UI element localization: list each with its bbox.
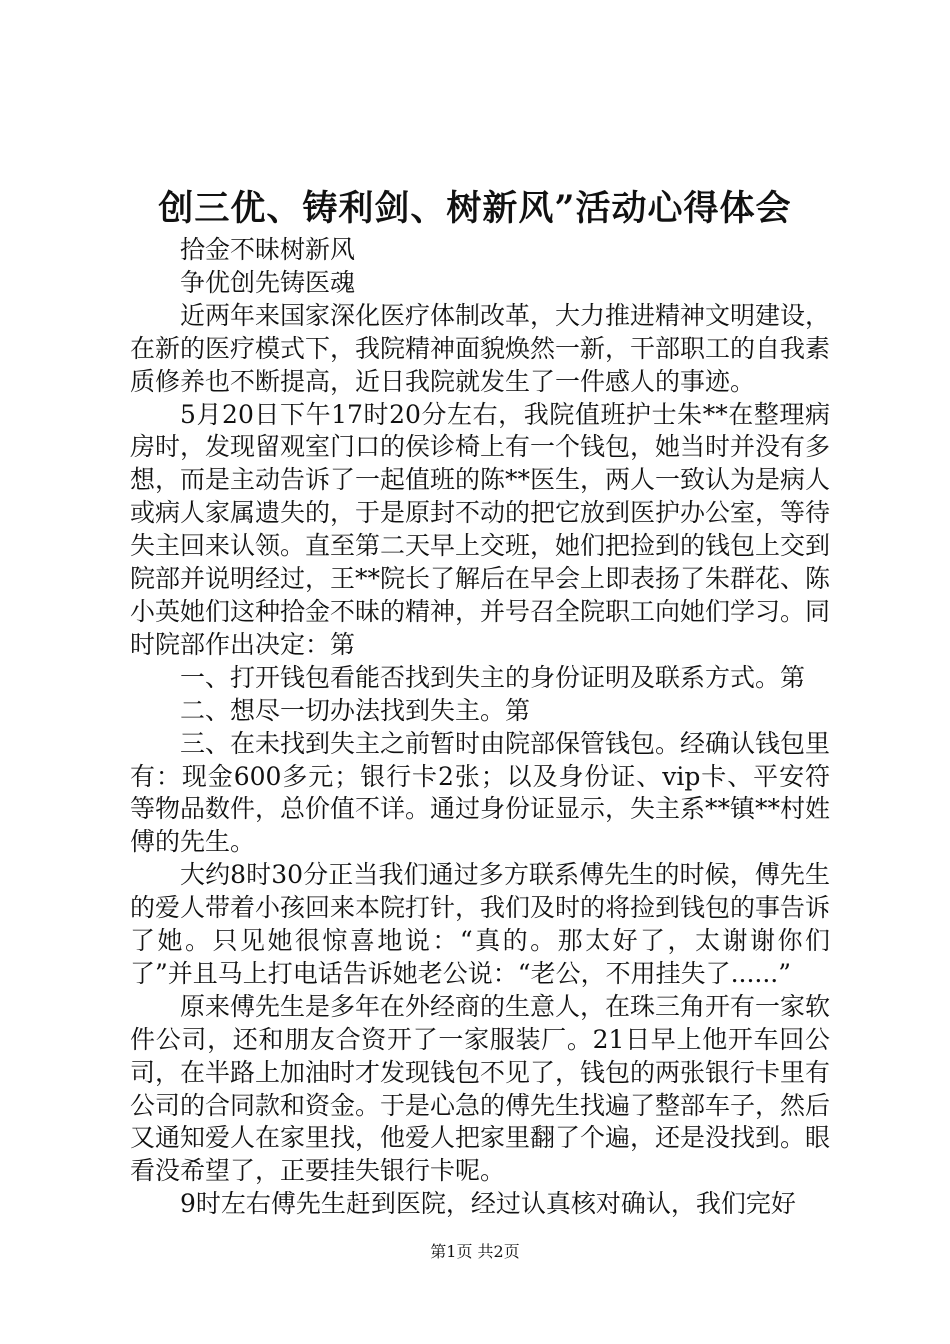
document-title: 创三优、铸利剑、树新风”活动心得体会	[158, 188, 792, 229]
paragraph: 一、打开钱包看能否找到失主的身份证明及联系方式。第	[180, 662, 806, 692]
paragraph: 5月20日下午17时20分左右，我院值班护士朱**在整理病房时，发现留观室门口的侯诊椅上有一个钱包，她当时并没有多想，而是主动告诉了一起值班的陈**医生，两人一致认为是病人或病人家属遗失的，于是原封不动的把它放到医护办公室，等待失主回来认领。直至第二天早上交班，她们把捡到的钱包上交到院部并说明经过，王**院长了解后在早会上即表扬了朱群花、陈小英她们这种拾金不昧的精神，并号召全院职工向她们学习。同时院部作出决定：第	[130, 399, 831, 659]
subtitle-line-2: 争优创先铸医魂	[180, 267, 356, 297]
paragraph: 近两年来国家深化医疗体制改革，大力推进精神文明建设，在新的医疗模式下，我院精神面貌焕然一新，干部职工的自我素质修养也不断提高，近日我院就发生了一件感人的事迹。	[130, 300, 831, 396]
paragraph: 大约8时30分正当我们通过多方联系傅先生的时候，傅先生的爱人带着小孩回来本院打针，我们及时的将捡到钱包的事告诉了她。只见她很惊喜地说：“真的。那太好了，太谢谢你们了”并且马上打电话告诉她老公说：“老公，不用挂失了......”	[130, 860, 831, 988]
paragraph: 三、在未找到失主之前暂时由院部保管钱包。经确认钱包里有：现金600多元；银行卡2张；以及身份证、vip卡、平安符等物品数件，总价值不详。通过身份证显示，失主系**镇**村姓傅的先生。	[130, 728, 831, 857]
subtitle-line-1: 拾金不昧树新风	[180, 235, 356, 264]
paragraph: 二、想尽一切办法找到失主。第	[180, 695, 531, 725]
document-body	[130, 234, 830, 1221]
paragraph: 9时左右傅先生赶到医院，经过认真核对确认，我们完好	[180, 1189, 796, 1219]
page-number-footer: 第1页 共2页	[430, 1242, 520, 1261]
paragraph: 原来傅先生是多年在外经商的生意人，在珠三角开有一家软件公司，还和朋友合资开了一家服装厂。21日早上他开车回公司，在半路上加油时才发现钱包不见了，钱包的两张银行卡里有公司的合同款和资金。于是心急的傅先生找遍了整部车子，然后又通知爱人在家里找，他爱人把家里翻了个遍，还是没找到。眼看没希望了，正要挂失银行卡呢。	[130, 991, 831, 1186]
